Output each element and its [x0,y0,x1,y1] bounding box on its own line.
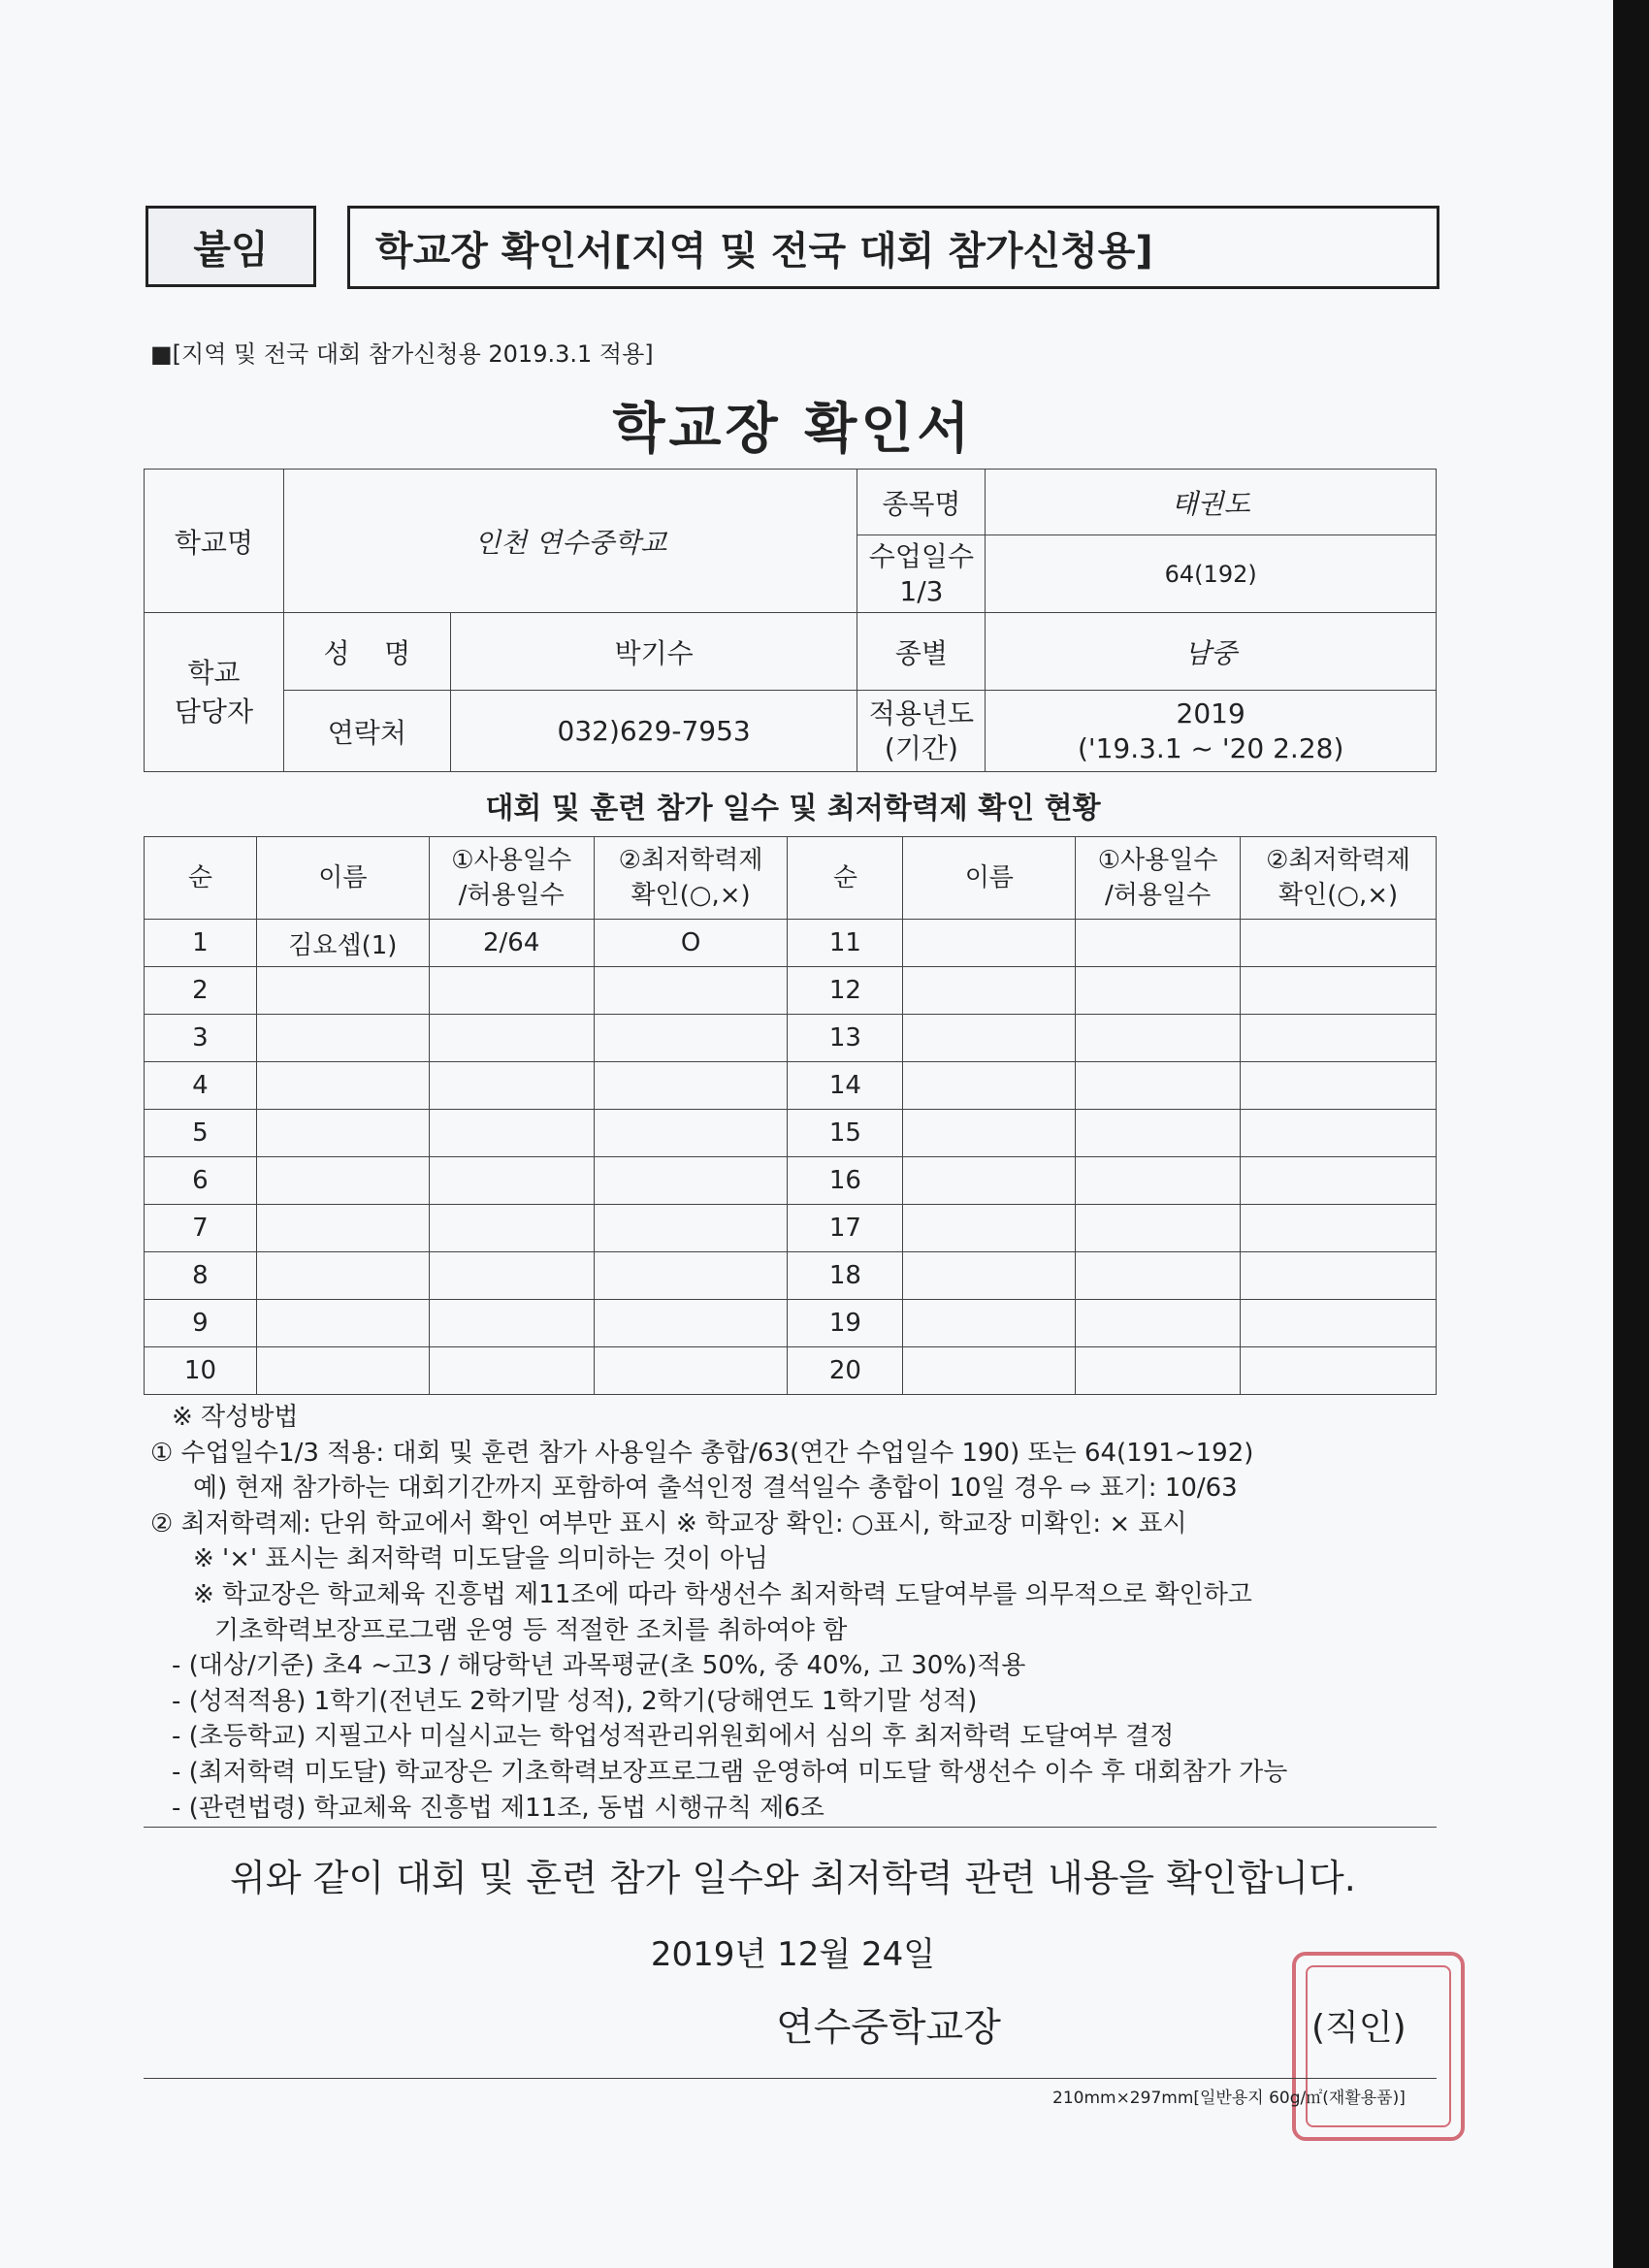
instruction-item: - (관련법령) 학교체육 진흥법 제11조, 동법 시행규칙 제6조 [172,1793,824,1823]
row-no-2: 11 [788,920,903,967]
row-name [256,1110,429,1157]
row-check [594,1157,788,1205]
row-days-2 [1076,1062,1241,1110]
row-no: 4 [145,1062,257,1110]
row-name-2 [903,1110,1076,1157]
row-days: 2/64 [429,920,594,967]
row-name [256,1205,429,1252]
issue-date: 2019년 12월 24일 [650,1935,936,1974]
row-name-2 [903,1252,1076,1300]
instruction-item: - (대상/기준) 초4 ~고3 / 해당학년 과목평균(초 50%, 중 40%, 고 30%)적용 [172,1651,1026,1681]
document-title: 학교장 확인서 [612,398,974,461]
row-check: O [594,920,788,967]
table-row [145,1062,1437,1110]
header-check-line1: ②최저학력제 [618,846,763,875]
row-check-2 [1241,967,1437,1015]
row-name-2 [903,1157,1076,1205]
row-name [256,1015,429,1062]
manager-label [145,613,284,772]
divider [144,2078,1437,2079]
header-check-line2: 확인(○,×) [630,881,751,910]
row-no: 7 [145,1205,257,1252]
header-days-2-line1: ①사용일수 [1097,846,1218,875]
seal-label: (직인) [1311,2008,1406,2048]
instruction-item: 예) 현재 참가하는 대회기간까지 포함하여 출석인정 결석일수 총합이 10일 경우 ⇨ 표기: 10/63 [193,1474,1238,1504]
row-check [594,1300,788,1347]
participation-title: 대회 및 훈련 참가 일수 및 최저학력제 확인 현황 [485,792,1101,826]
header-days-2-line2: /허용일수 [1105,881,1212,910]
contact-label: 연락처 [283,691,450,772]
row-name-2 [903,1300,1076,1347]
row-no-2: 17 [788,1205,903,1252]
header-check [594,837,788,920]
row-days-2 [1076,1157,1241,1205]
header-no: 순 [145,837,257,920]
row-check-2 [1241,1110,1437,1157]
paper-spec: 210mm×297mm[일반용지 60g/㎡(재활용품)] [1052,2089,1406,2108]
confirmation-text: 위와 같이 대회 및 훈련 참가 일수와 최저학력 관련 내용을 확인합니다. [230,1857,1356,1899]
row-days [429,1300,594,1347]
header-no-2: 순 [788,837,903,920]
row-no: 10 [145,1347,257,1395]
row-name-2 [903,967,1076,1015]
table-row [145,1300,1437,1347]
row-days-2 [1076,920,1241,967]
school-info-table [144,469,1437,772]
participation-table [144,836,1437,1395]
row-name [256,1300,429,1347]
row-check-2 [1241,1300,1437,1347]
instructions-heading: ※ 작성방법 [172,1403,299,1432]
table-row [145,1157,1437,1205]
contact-value: 032)629-7953 [450,691,857,772]
category-value: 남중 [986,613,1437,691]
row-days [429,1062,594,1110]
table-row [145,920,1437,967]
row-check [594,1347,788,1395]
manager-label-line1: 학교 [187,656,241,689]
row-no-2: 20 [788,1347,903,1395]
table-row [145,1110,1437,1157]
row-name-2 [903,1347,1076,1395]
row-name [256,1252,429,1300]
table-row [145,1252,1437,1300]
row-name [256,1347,429,1395]
row-name: 김요셉(1) [256,920,429,967]
row-no: 8 [145,1252,257,1300]
divider [144,1827,1437,1828]
header-name: 이름 [256,837,429,920]
row-check-2 [1241,1252,1437,1300]
attachment-label: 붙임 [146,206,316,287]
school-name-label: 학교명 [145,470,284,613]
row-no: 3 [145,1015,257,1062]
row-days-2 [1076,1205,1241,1252]
row-days-2 [1076,1252,1241,1300]
row-days [429,1015,594,1062]
row-check-2 [1241,920,1437,967]
header-check-2-line2: 확인(○,×) [1277,881,1399,910]
row-days-2 [1076,1110,1241,1157]
row-check [594,1110,788,1157]
row-name-2 [903,1062,1076,1110]
instruction-item: ① 수업일수1/3 적용: 대회 및 훈련 참가 사용일수 총합/63(연간 수업일수 190) 또는 64(191~192) [150,1438,1254,1468]
year: 2019 [1176,697,1245,729]
row-check-2 [1241,1347,1437,1395]
instructions [150,1400,1450,1826]
header-name-2: 이름 [903,837,1076,920]
row-check-2 [1241,1015,1437,1062]
school-name: 인천 연수중학교 [283,470,857,613]
row-check-2 [1241,1205,1437,1252]
row-name [256,1157,429,1205]
row-no: 2 [145,967,257,1015]
row-check-2 [1241,1062,1437,1110]
scan-border [1613,0,1649,2268]
row-no-2: 18 [788,1252,903,1300]
row-days [429,967,594,1015]
instruction-item: ※ '×' 표시는 최저학력 미도달을 의미하는 것이 아님 [193,1544,768,1574]
class-days-label [857,535,986,613]
name-label: 성 명 [283,613,450,691]
row-no: 1 [145,920,257,967]
class-days-label-line2: 1/3 [899,574,944,607]
instruction-item: - (초등학교) 지필고사 미실시교는 학업성적관리위원회에서 심의 후 최저학력 도달여부 결정 [172,1722,1175,1752]
row-name [256,1062,429,1110]
row-days [429,1205,594,1252]
row-name [256,967,429,1015]
event-value: 태권도 [986,470,1437,535]
row-name-2 [903,920,1076,967]
row-days [429,1252,594,1300]
event-label: 종목명 [857,470,986,535]
table-row [145,1347,1437,1395]
table-row [145,1015,1437,1062]
year-label-line2: (기간) [884,731,958,764]
year-value [986,691,1437,772]
row-no-2: 16 [788,1157,903,1205]
header-check-2 [1241,837,1437,920]
instruction-item: - (성적적용) 1학기(전년도 2학기말 성적), 2학기(당해연도 1학기말 성적) [172,1686,978,1716]
manager-label-line2: 담당자 [174,695,254,728]
row-name-2 [903,1205,1076,1252]
row-check [594,1205,788,1252]
class-days-value: 64(192) [986,535,1437,613]
row-days [429,1110,594,1157]
row-no: 5 [145,1110,257,1157]
year-label [857,691,986,772]
row-check-2 [1241,1157,1437,1205]
row-days-2 [1076,1015,1241,1062]
header-days-2 [1076,837,1241,920]
class-days-label-line1: 수업일수 [868,539,974,572]
row-no-2: 15 [788,1110,903,1157]
instruction-item: - (최저학력 미도달) 학교장은 기초학력보장프로그램 운영하여 미도달 학생선수 이수 후 대회참가 가능 [172,1757,1288,1787]
row-no: 9 [145,1300,257,1347]
year-label-line1: 적용년도 [868,697,974,729]
row-days [429,1347,594,1395]
instruction-item: ② 최저학력제: 단위 학교에서 확인 여부만 표시 ※ 학교장 확인: ○표시, 학교장 미확인: × 표시 [150,1508,1187,1539]
instruction-item: ※ 학교장은 학교체육 진흥법 제11조에 따라 학생선수 최저학력 도달여부를 의무적으로 확인하고 [193,1579,1252,1609]
header-days [429,837,594,920]
row-days-2 [1076,1300,1241,1347]
participation-header-row [145,837,1437,920]
row-check [594,967,788,1015]
category-label: 종별 [857,613,986,691]
row-no-2: 19 [788,1300,903,1347]
header-days-line1: ①사용일수 [451,846,572,875]
row-check [594,1062,788,1110]
period: ('19.3.1 ~ '20 2.28) [1077,731,1344,764]
header-days-line2: /허용일수 [458,881,565,910]
row-no-2: 13 [788,1015,903,1062]
header-check-2-line1: ②최저학력제 [1266,846,1410,875]
row-days-2 [1076,967,1241,1015]
row-no-2: 14 [788,1062,903,1110]
signer-title: 연수중학교장 [776,2005,1001,2050]
row-name-2 [903,1015,1076,1062]
row-days [429,1157,594,1205]
table-row [145,1205,1437,1252]
header-title: 학교장 확인서[지역 및 전국 대회 참가신청용] [347,206,1439,289]
table-row [145,967,1437,1015]
row-no-2: 12 [788,967,903,1015]
instruction-item: 기초학력보장프로그램 운영 등 적절한 조치를 취하여야 함 [214,1615,848,1645]
row-check [594,1015,788,1062]
row-days-2 [1076,1347,1241,1395]
notice-line: ■[지역 및 전국 대회 참가신청용 2019.3.1 적용] [150,340,654,368]
row-no: 6 [145,1157,257,1205]
row-check [594,1252,788,1300]
manager-name: 박기수 [450,613,857,691]
